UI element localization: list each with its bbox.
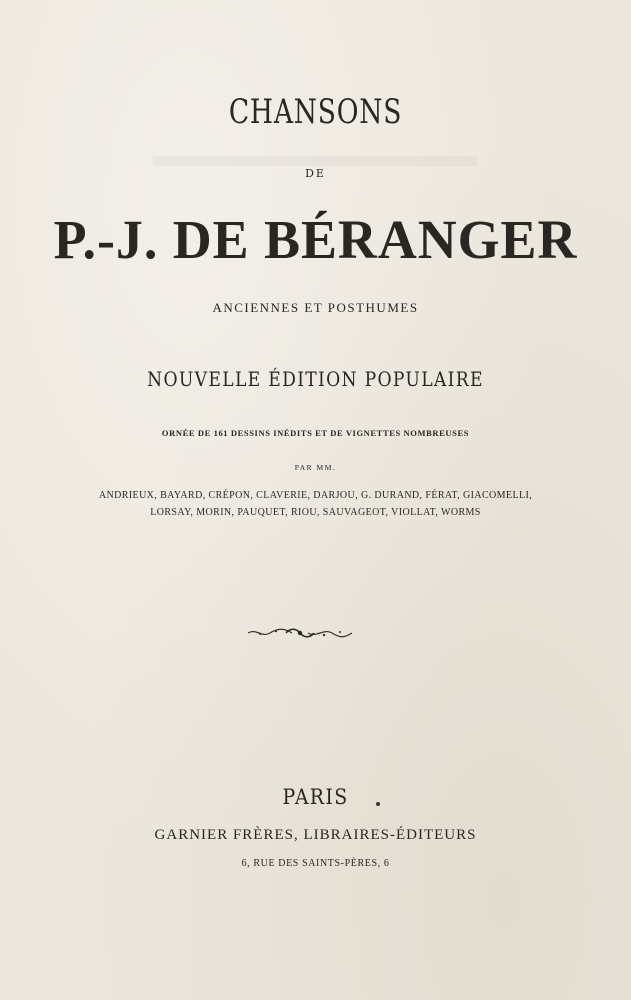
subtitle: ANCIENNES ET POSTHUMES xyxy=(212,300,419,315)
edition-label: NOUVELLE ÉDITION POPULAIRE xyxy=(147,367,484,391)
ink-speck xyxy=(376,802,380,806)
publisher-name: GARNIER FRÈRES, LIBRAIRES-ÉDITEURS xyxy=(154,827,477,843)
decorative-vignette-icon xyxy=(246,626,354,640)
title-preposition: DE xyxy=(305,167,326,180)
artists-list-line-1: ANDRIEUX, BAYARD, CRÉPON, CLAVERIE, DARJOU, G. DURAND, FÉRAT, GIACOMELLI, xyxy=(98,490,533,501)
par-mm-label: PAR MM. xyxy=(294,463,337,472)
publisher-address: 6, RUE DES SAINTS-PÈRES, 6 xyxy=(241,858,390,869)
author-name: P.-J. DE BÉRANGER xyxy=(53,209,578,270)
illustration-note: ORNÉE DE 161 DESSINS INÉDITS ET DE VIGNETTES NOMBREUSES xyxy=(161,428,470,438)
artists-list-line-2: LORSAY, MORIN, PAUQUET, RIOU, SAUVAGEOT, VIOLLAT, WORMS xyxy=(150,507,481,518)
book-title: CHANSONS xyxy=(228,92,403,132)
publication-city: PARIS xyxy=(282,785,349,809)
